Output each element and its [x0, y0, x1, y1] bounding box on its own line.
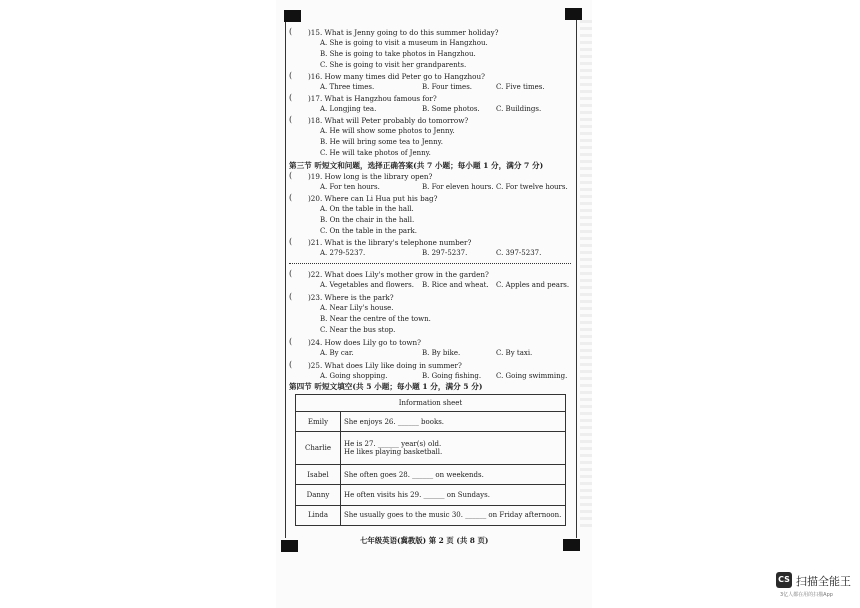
answer-option: A. 279-5237. — [320, 249, 366, 257]
question-text: )19. How long is the library open? — [308, 172, 433, 181]
answer-option: C. Five times. — [496, 83, 545, 91]
question-text: )17. What is Hangzhou famous for? — [308, 94, 437, 103]
answer-option: B. Some photos. — [422, 105, 480, 113]
answer-option: B. By bike. — [422, 349, 461, 357]
answer-paren: ( — [289, 27, 293, 36]
question-text: )15. What is Jenny going to do this summer holiday? — [308, 28, 499, 37]
table-cell-line: He likes playing basketball. — [344, 448, 443, 457]
answer-option: B. On the chair in the hall. — [320, 216, 415, 224]
answer-option: B. 297-5237. — [422, 249, 468, 257]
table-row — [296, 505, 566, 525]
answer-paren: ( — [289, 171, 293, 180]
table-cell-info — [341, 432, 566, 465]
answer-option: C. For twelve hours. — [496, 183, 568, 191]
table-row — [296, 465, 566, 485]
scanner-app-tagline: 3亿人都在用的扫描App — [780, 592, 833, 598]
question-text: )23. Where is the park? — [308, 293, 394, 302]
answer-paren: ( — [289, 269, 293, 278]
table-cell-info: She enjoys 26. ______ books. — [341, 412, 566, 432]
page-footer: 七年级英语(冀教版) 第 2 页 (共 8 页) — [360, 536, 489, 545]
table-row — [296, 412, 566, 432]
question-text: )22. What does Lily's mother grow in the garden? — [308, 270, 489, 279]
answer-paren: ( — [289, 71, 293, 80]
answer-option: A. Going shopping. — [320, 372, 388, 380]
answer-option: C. Near the bus stop. — [320, 326, 396, 334]
answer-option: C. By taxi. — [496, 349, 533, 357]
table-cell-info: He often visits his 29. ______ on Sundays. — [341, 485, 566, 505]
question-text: )25. What does Lily like doing in summer? — [308, 361, 462, 370]
answer-option: A. He will show some photos to Jenny. — [320, 127, 455, 135]
question-text: )16. How many times did Peter go to Hangzhou? — [308, 72, 485, 81]
question-text: )18. What will Peter probably do tomorrow? — [308, 116, 469, 125]
answer-option: A. On the table in the hall. — [320, 205, 414, 213]
answer-option: C. 397-5237. — [496, 249, 542, 257]
answer-option: C. Going swimming. — [496, 372, 568, 380]
answer-option: A. By car. — [320, 349, 354, 357]
question-text: )20. Where can Li Hua put his bag? — [308, 194, 438, 203]
answer-option: A. Longjing tea. — [320, 105, 377, 113]
table-row — [296, 432, 566, 465]
table-header: Information sheet — [296, 395, 566, 412]
scanner-app-name: 扫描全能王 — [796, 575, 851, 588]
table-header-row — [296, 395, 566, 412]
scanner-app-logo-icon: CS — [776, 572, 792, 588]
answer-paren: ( — [289, 337, 293, 346]
table-cell-name: Charlie — [296, 432, 341, 465]
bleed-through-texture — [580, 20, 592, 530]
answer-option: B. She is going to take photos in Hangzhou. — [320, 50, 476, 58]
answer-option: A. Vegetables and flowers. — [320, 281, 414, 289]
corner-marker-top-left — [284, 10, 301, 22]
corner-marker-top-right — [565, 8, 582, 20]
answer-option: B. Four times. — [422, 83, 473, 91]
table-cell-name: Isabel — [296, 465, 341, 485]
table-cell-info: She often goes 28. ______ on weekends. — [341, 465, 566, 485]
answer-paren: ( — [289, 193, 293, 202]
table-cell-name: Danny — [296, 485, 341, 505]
corner-marker-bottom-right — [563, 539, 580, 551]
answer-option: C. He will take photos of Jenny. — [320, 149, 431, 157]
section4-title: 第四节 听短文填空(共 5 小题；每小题 1 分，满分 5 分) — [289, 382, 483, 391]
answer-option: A. For ten hours. — [320, 183, 380, 191]
answer-option: A. Near Lily's house. — [320, 304, 394, 312]
answer-option: B. Near the centre of the town. — [320, 315, 431, 323]
answer-option: B. Going fishing. — [422, 372, 482, 380]
answer-option: B. Rice and wheat. — [422, 281, 489, 289]
answer-paren: ( — [289, 237, 293, 246]
answer-option: C. Apples and pears. — [496, 281, 570, 289]
question-text: )21. What is the library's telephone number? — [308, 238, 472, 247]
information-sheet-table — [295, 394, 566, 526]
dotted-divider — [289, 263, 571, 264]
answer-option: C. On the table in the park. — [320, 227, 417, 235]
answer-paren: ( — [289, 360, 293, 369]
table-cell-name: Emily — [296, 412, 341, 432]
answer-option: A. Three times. — [320, 83, 375, 91]
corner-marker-bottom-left — [281, 540, 298, 552]
table-cell-name: Linda — [296, 505, 341, 525]
answer-paren: ( — [289, 93, 293, 102]
answer-paren: ( — [289, 115, 293, 124]
table-cell-line: He is 27. ______ year(s) old. — [344, 440, 442, 449]
answer-option: B. He will bring some tea to Jenny. — [320, 138, 443, 146]
answer-option: A. She is going to visit a museum in Hangzhou. — [320, 39, 488, 47]
section3-title: 第三节 听短文和问题，选择正确答案(共 7 小题；每小题 1 分，满分 7 分) — [289, 161, 544, 170]
table-cell-info: She usually goes to the music 30. ______ on Friday afternoon. — [341, 505, 566, 525]
answer-option: C. She is going to visit her grandparents. — [320, 61, 467, 69]
answer-paren: ( — [289, 292, 293, 301]
table-row — [296, 485, 566, 505]
answer-option: C. Buildings. — [496, 105, 542, 113]
question-text: )24. How does Lily go to town? — [308, 338, 421, 347]
answer-option: B. For eleven hours. — [422, 183, 494, 191]
